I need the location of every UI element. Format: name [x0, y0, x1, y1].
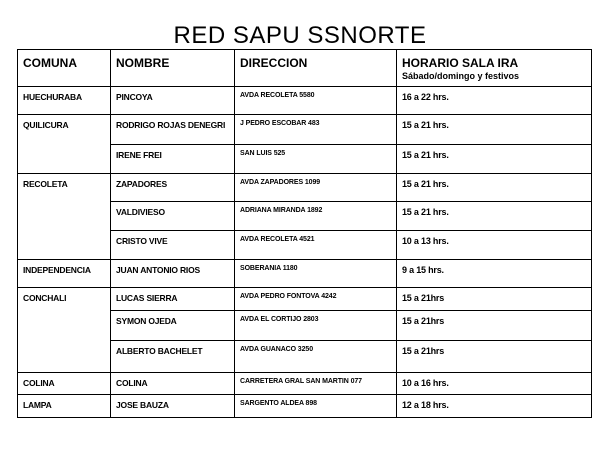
cell-nombre: CRISTO VIVE — [111, 231, 235, 260]
cell-nombre: SYMON OJEDA — [111, 311, 235, 341]
cell-nombre: IRENE FREI — [111, 145, 235, 174]
cell-nombre: JOSE BAUZA — [111, 395, 235, 418]
cell-horario: 12 a 18 hrs. — [397, 395, 592, 418]
cell-direccion: SOBERANIA 1180 — [235, 260, 397, 288]
cell-comuna: COLINA — [18, 373, 111, 395]
cell-horario: 15 a 21hrs — [397, 288, 592, 311]
page-title: RED SAPU SSNORTE — [173, 22, 427, 49]
cell-horario: 15 a 21hrs — [397, 311, 592, 341]
cell-comuna: QUILICURA — [18, 115, 111, 174]
cell-nombre: PINCOYA — [111, 87, 235, 115]
sapu-table — [17, 49, 592, 418]
cell-nombre: ZAPADORES — [111, 174, 235, 202]
table-row — [18, 115, 592, 145]
cell-nombre: JUAN ANTONIO RIOS — [111, 260, 235, 288]
cell-nombre: COLINA — [111, 373, 235, 395]
table-row — [18, 288, 592, 311]
cell-direccion: SAN LUIS 525 — [235, 145, 397, 174]
cell-direccion: SARGENTO ALDEA 898 — [235, 395, 397, 418]
cell-comuna: RECOLETA — [18, 174, 111, 260]
cell-comuna: INDEPENDENCIA — [18, 260, 111, 288]
cell-direccion: AVDA ZAPADORES 1099 — [235, 174, 397, 202]
table-row — [18, 395, 592, 418]
table-row — [18, 260, 592, 288]
header-horario-title: HORARIO SALA IRA — [402, 56, 519, 70]
table-row — [18, 174, 592, 202]
cell-nombre: VALDIVIESO — [111, 202, 235, 231]
header-comuna: COMUNA — [18, 50, 111, 87]
cell-direccion: ADRIANA MIRANDA 1892 — [235, 202, 397, 231]
header-row — [18, 50, 592, 87]
table-row — [18, 373, 592, 395]
cell-horario: 10 a 13 hrs. — [397, 231, 592, 260]
cell-direccion: AVDA RECOLETA 4521 — [235, 231, 397, 260]
cell-horario: 10 a 16 hrs. — [397, 373, 592, 395]
cell-direccion: J PEDRO ESCOBAR 483 — [235, 115, 397, 145]
cell-comuna: CONCHALI — [18, 288, 111, 373]
header-horario-subtitle: Sábado/domingo y festivos — [402, 71, 520, 81]
cell-horario: 15 a 21 hrs. — [397, 202, 592, 231]
cell-comuna: LAMPA — [18, 395, 111, 418]
cell-direccion: AVDA RECOLETA 5580 — [235, 87, 397, 115]
cell-direccion: AVDA EL CORTIJO 2803 — [235, 311, 397, 341]
cell-direccion: AVDA GUANACO 3250 — [235, 341, 397, 373]
cell-horario: 9 a 15 hrs. — [397, 260, 592, 288]
cell-comuna: HUECHURABA — [18, 87, 111, 115]
cell-nombre: ALBERTO BACHELET — [111, 341, 235, 373]
cell-horario: 15 a 21hrs — [397, 341, 592, 373]
cell-nombre: RODRIGO ROJAS DENEGRI — [111, 115, 235, 145]
cell-direccion: CARRETERA GRAL SAN MARTIN 077 — [235, 373, 397, 395]
cell-horario: 15 a 21 hrs. — [397, 115, 592, 145]
cell-horario: 16 a 22 hrs. — [397, 87, 592, 115]
cell-direccion: AVDA PEDRO FONTOVA 4242 — [235, 288, 397, 311]
cell-horario: 15 a 21 hrs. — [397, 145, 592, 174]
cell-nombre: LUCAS SIERRA — [111, 288, 235, 311]
table-row — [18, 87, 592, 115]
header-horario — [397, 50, 592, 87]
header-nombre: NOMBRE — [111, 50, 235, 87]
header-direccion: DIRECCION — [235, 50, 397, 87]
cell-horario: 15 a 21 hrs. — [397, 174, 592, 202]
